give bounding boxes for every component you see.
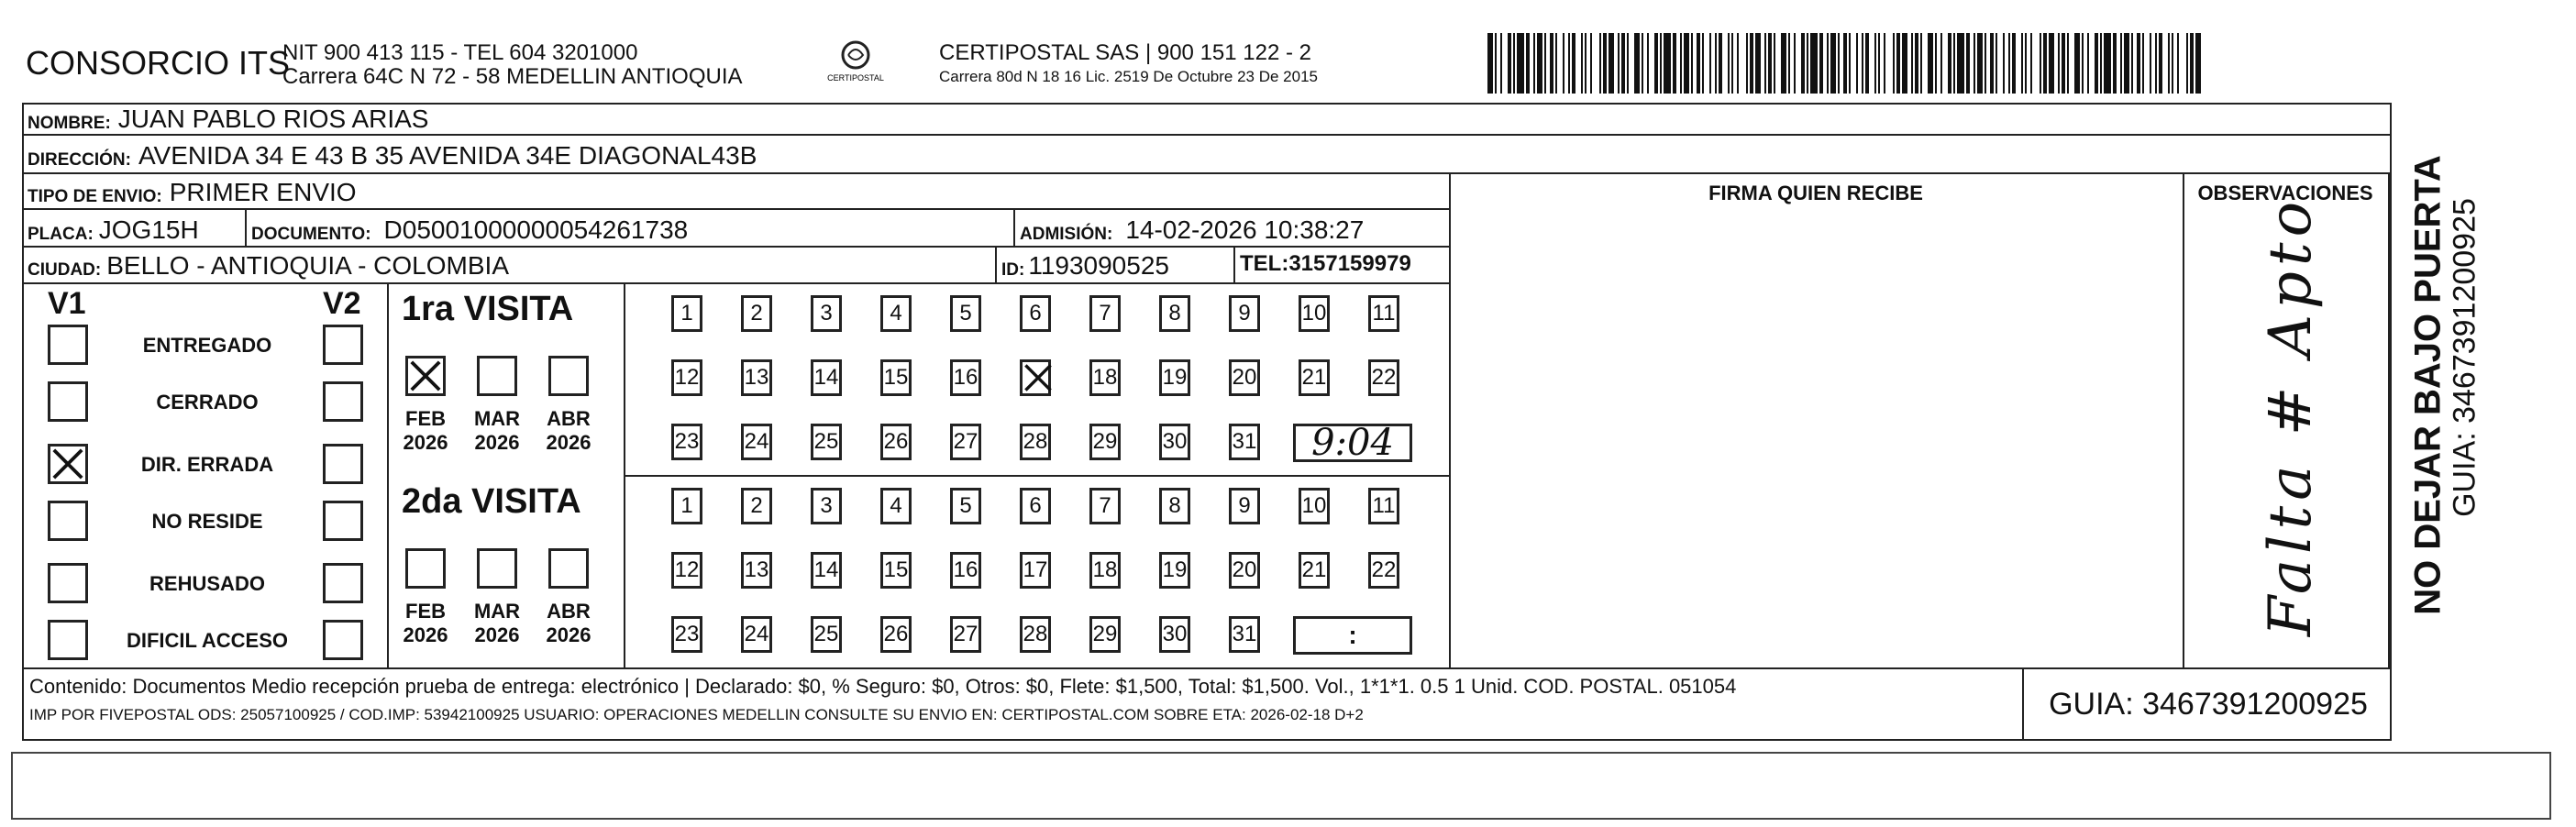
first-month-label: MAR 2026 bbox=[473, 407, 521, 454]
nombre-label: NOMBRE: bbox=[28, 114, 111, 133]
second-day-box-16[interactable]: 16 bbox=[950, 552, 981, 589]
second-month-label: FEB 2026 bbox=[403, 600, 448, 646]
barcode-bar bbox=[1739, 33, 1746, 94]
second-day-box-29[interactable]: 29 bbox=[1089, 616, 1121, 653]
first-day-box-7[interactable]: 7 bbox=[1089, 295, 1121, 332]
status-label: REHUSADO bbox=[149, 572, 265, 595]
first-day-box-26[interactable]: 26 bbox=[880, 424, 912, 460]
ciudad-value: BELLO - ANTIOQUIA - COLOMBIA bbox=[106, 251, 509, 280]
status-label: NO RESIDE bbox=[151, 510, 263, 533]
barcode-bar bbox=[2201, 33, 2205, 94]
second-month-label: ABR 2026 bbox=[546, 600, 591, 646]
v2-checkbox-5[interactable] bbox=[323, 563, 363, 603]
second-day-box-9[interactable]: 9 bbox=[1229, 488, 1260, 524]
barcode-bar bbox=[1885, 33, 1893, 94]
first-day-box-14[interactable]: 14 bbox=[811, 359, 842, 396]
first-day-box-30[interactable]: 30 bbox=[1159, 424, 1190, 460]
second-day-box-5[interactable]: 5 bbox=[950, 488, 981, 524]
v1-checkbox-6[interactable] bbox=[48, 620, 88, 660]
first-visit-title: 1ra VISITA bbox=[402, 290, 574, 328]
observaciones-label: OBSERVACIONES bbox=[2197, 182, 2373, 204]
bottom-frame bbox=[11, 752, 2551, 820]
first-day-box-15[interactable]: 15 bbox=[880, 359, 912, 396]
first-day-box-12[interactable]: 12 bbox=[671, 359, 702, 396]
second-day-box-6[interactable]: 6 bbox=[1020, 488, 1051, 524]
second-day-box-31[interactable]: 31 bbox=[1229, 616, 1260, 653]
v2-checkbox-6[interactable] bbox=[323, 620, 363, 660]
v2-checkbox-1[interactable] bbox=[323, 325, 363, 365]
barcode-bar bbox=[2032, 33, 2040, 94]
placa-value: JOG15H bbox=[98, 215, 199, 244]
barcode-bar bbox=[1664, 33, 1671, 94]
first-day-box-23[interactable]: 23 bbox=[671, 424, 702, 460]
documento-label: DOCUMENTO: bbox=[251, 225, 371, 244]
side-guia: GUIA: 3467391200925 bbox=[2447, 198, 2482, 517]
barcode-bar bbox=[1957, 33, 1964, 94]
second-day-box-1[interactable]: 1 bbox=[671, 488, 702, 524]
documento-value: D05001000000054261738 bbox=[383, 215, 689, 244]
status-label: CERRADO bbox=[156, 391, 259, 414]
ciudad-label: CIUDAD: bbox=[28, 260, 102, 280]
first-day-box-28[interactable]: 28 bbox=[1020, 424, 1051, 460]
second-month-checkbox-feb[interactable] bbox=[405, 548, 446, 589]
company-address: Carrera 64C N 72 - 58 MEDELLIN ANTIOQUIA bbox=[282, 64, 743, 89]
first-time-value: 9:04 bbox=[1311, 422, 1394, 464]
barcode-bar bbox=[2104, 33, 2111, 94]
first-day-box-6[interactable]: 6 bbox=[1020, 295, 1051, 332]
v2-checkbox-2[interactable] bbox=[323, 381, 363, 422]
firma-label: FIRMA QUIEN RECIBE bbox=[1708, 182, 1923, 204]
company-nit: NIT 900 413 115 - TEL 604 3201000 bbox=[282, 40, 638, 65]
direccion-label: DIRECCIÓN: bbox=[28, 150, 131, 170]
first-month-checkbox-mar[interactable] bbox=[477, 356, 517, 396]
first-day-box-25[interactable]: 25 bbox=[811, 424, 842, 460]
second-day-box-15[interactable]: 15 bbox=[880, 552, 912, 589]
first-day-box-8[interactable]: 8 bbox=[1159, 295, 1190, 332]
barcode-bar bbox=[1810, 33, 1818, 94]
admision-value: 14-02-2026 10:38:27 bbox=[1125, 215, 1365, 244]
second-day-box-18[interactable]: 18 bbox=[1089, 552, 1121, 589]
direccion-value: AVENIDA 34 E 43 B 35 AVENIDA 34E DIAGONAL43B bbox=[138, 141, 757, 170]
observation-handwriting: Falta # Apto bbox=[2257, 195, 2325, 637]
tipo-envio-label: TIPO DE ENVIO: bbox=[28, 187, 162, 206]
first-day-box-31[interactable]: 31 bbox=[1229, 424, 1260, 460]
second-day-box-13[interactable]: 13 bbox=[741, 552, 772, 589]
first-month-checkbox-feb[interactable] bbox=[405, 356, 446, 396]
second-day-box-20[interactable]: 20 bbox=[1229, 552, 1260, 589]
second-time-placeholder: : bbox=[1348, 621, 1357, 649]
footer-contenido: Contenido: Documentos Medio recepción prueba de entrega: electrónico | Declarado: $0, % Seguro: $0, Otros: $0, Flete: $1,500, Total: $1,500. Vol., 1*1*1. 0.5 1 Unid. COD. POSTAL. 051054 bbox=[29, 675, 1737, 698]
second-day-box-3[interactable]: 3 bbox=[811, 488, 842, 524]
first-day-box-20[interactable]: 20 bbox=[1229, 359, 1260, 396]
barcode-bar bbox=[1517, 33, 1524, 94]
status-label: DIFICIL ACCESO bbox=[126, 629, 288, 652]
v1-checkbox-4[interactable] bbox=[48, 501, 88, 541]
company-name: CONSORCIO ITS bbox=[26, 44, 291, 82]
first-day-box-19[interactable]: 19 bbox=[1159, 359, 1190, 396]
second-day-box-4[interactable]: 4 bbox=[880, 488, 912, 524]
second-day-box-30[interactable]: 30 bbox=[1159, 616, 1190, 653]
side-no-dejar: NO DEJAR BAJO PUERTA bbox=[2407, 155, 2449, 615]
first-day-box-16[interactable]: 16 bbox=[950, 359, 981, 396]
certipostal-name: CERTIPOSTAL SAS | 900 151 122 - 2 bbox=[939, 40, 1311, 65]
first-month-label: FEB 2026 bbox=[403, 407, 448, 454]
v1-checkbox-1[interactable] bbox=[48, 325, 88, 365]
tipo-envio-value: PRIMER ENVIO bbox=[169, 178, 357, 206]
second-day-box-14[interactable]: 14 bbox=[811, 552, 842, 589]
second-day-box-25[interactable]: 25 bbox=[811, 616, 842, 653]
second-visit-title: 2da VISITA bbox=[402, 482, 581, 521]
second-day-box-12[interactable]: 12 bbox=[671, 552, 702, 589]
first-day-box-22[interactable]: 22 bbox=[1368, 359, 1399, 396]
nombre-value: JUAN PABLO RIOS ARIAS bbox=[117, 105, 429, 133]
status-label: DIR. ERRADA bbox=[140, 453, 274, 476]
first-day-box-29[interactable]: 29 bbox=[1089, 424, 1121, 460]
first-day-box-9[interactable]: 9 bbox=[1229, 295, 1260, 332]
first-day-box-17[interactable] bbox=[1020, 359, 1051, 396]
first-day-box-24[interactable]: 24 bbox=[741, 424, 772, 460]
second-day-box-23[interactable]: 23 bbox=[671, 616, 702, 653]
certipostal-logo bbox=[814, 37, 897, 92]
second-day-box-26[interactable]: 26 bbox=[880, 616, 912, 653]
first-day-box-18[interactable]: 18 bbox=[1089, 359, 1121, 396]
second-day-box-28[interactable]: 28 bbox=[1020, 616, 1051, 653]
first-day-box-5[interactable]: 5 bbox=[950, 295, 981, 332]
logo-text: CERTIPOSTAL bbox=[827, 73, 884, 83]
v2-checkbox-4[interactable] bbox=[323, 501, 363, 541]
first-day-box-4[interactable]: 4 bbox=[880, 295, 912, 332]
v1-checkbox-3[interactable] bbox=[48, 444, 88, 484]
certipostal-address: Carrera 80d N 18 16 Lic. 2519 De Octubre 23 De 2015 bbox=[939, 68, 1318, 85]
v1-checkbox-5[interactable] bbox=[48, 563, 88, 603]
second-day-box-24[interactable]: 24 bbox=[741, 616, 772, 653]
placa-label: PLACA: bbox=[28, 225, 94, 244]
first-day-box-3[interactable]: 3 bbox=[811, 295, 842, 332]
second-day-box-8[interactable]: 8 bbox=[1159, 488, 1190, 524]
first-month-checkbox-abr[interactable] bbox=[548, 356, 589, 396]
v1-checkbox-2[interactable] bbox=[48, 381, 88, 422]
v2-checkbox-3[interactable] bbox=[323, 444, 363, 484]
barcode bbox=[1487, 33, 2212, 94]
admision-label: ADMISIÓN: bbox=[1020, 225, 1113, 244]
second-day-box-19[interactable]: 19 bbox=[1159, 552, 1190, 589]
second-month-checkbox-mar[interactable] bbox=[477, 548, 517, 589]
barcode-bar bbox=[2179, 33, 2186, 94]
second-day-box-7[interactable]: 7 bbox=[1089, 488, 1121, 524]
v1-label: V1 bbox=[48, 286, 86, 321]
second-day-box-10[interactable]: 10 bbox=[1299, 488, 1330, 524]
second-day-box-21[interactable]: 21 bbox=[1299, 552, 1330, 589]
footer-imp: IMP POR FIVEPOSTAL ODS: 25057100925 / COD.IMP: 53942100925 USUARIO: OPERACIONES MEDELLIN CONSULTE SU ENVIO EN: CERTIPOSTAL.COM SOBRE ETA: 2026-02-18 D+2 bbox=[29, 706, 1364, 723]
second-month-label: MAR 2026 bbox=[473, 600, 521, 646]
first-day-box-11[interactable]: 11 bbox=[1368, 295, 1399, 332]
id-value: 1193090525 bbox=[1028, 251, 1169, 280]
second-month-checkbox-abr[interactable] bbox=[548, 548, 589, 589]
first-month-label: ABR 2026 bbox=[546, 407, 591, 454]
first-day-box-1[interactable]: 1 bbox=[671, 295, 702, 332]
second-day-box-22[interactable]: 22 bbox=[1368, 552, 1399, 589]
footer-guia: GUIA: 3467391200925 bbox=[2049, 686, 2368, 722]
first-day-box-21[interactable]: 21 bbox=[1299, 359, 1330, 396]
second-day-box-17[interactable]: 17 bbox=[1020, 552, 1051, 589]
barcode-bar bbox=[1592, 33, 1599, 94]
v2-label: V2 bbox=[323, 286, 361, 321]
first-day-box-2[interactable]: 2 bbox=[741, 295, 772, 332]
second-time-box[interactable] bbox=[1293, 616, 1412, 655]
first-time-box[interactable] bbox=[1293, 424, 1412, 462]
second-day-box-11[interactable]: 11 bbox=[1368, 488, 1399, 524]
second-day-box-2[interactable]: 2 bbox=[741, 488, 772, 524]
first-day-box-27[interactable]: 27 bbox=[950, 424, 981, 460]
tel-value: TEL:3157159979 bbox=[1240, 251, 1411, 276]
second-day-box-27[interactable]: 27 bbox=[950, 616, 981, 653]
id-label: ID: bbox=[1001, 260, 1025, 280]
signature-area[interactable] bbox=[1453, 213, 2179, 664]
first-day-box-10[interactable]: 10 bbox=[1299, 295, 1330, 332]
status-label: ENTREGADO bbox=[142, 334, 272, 357]
first-day-box-13[interactable]: 13 bbox=[741, 359, 772, 396]
